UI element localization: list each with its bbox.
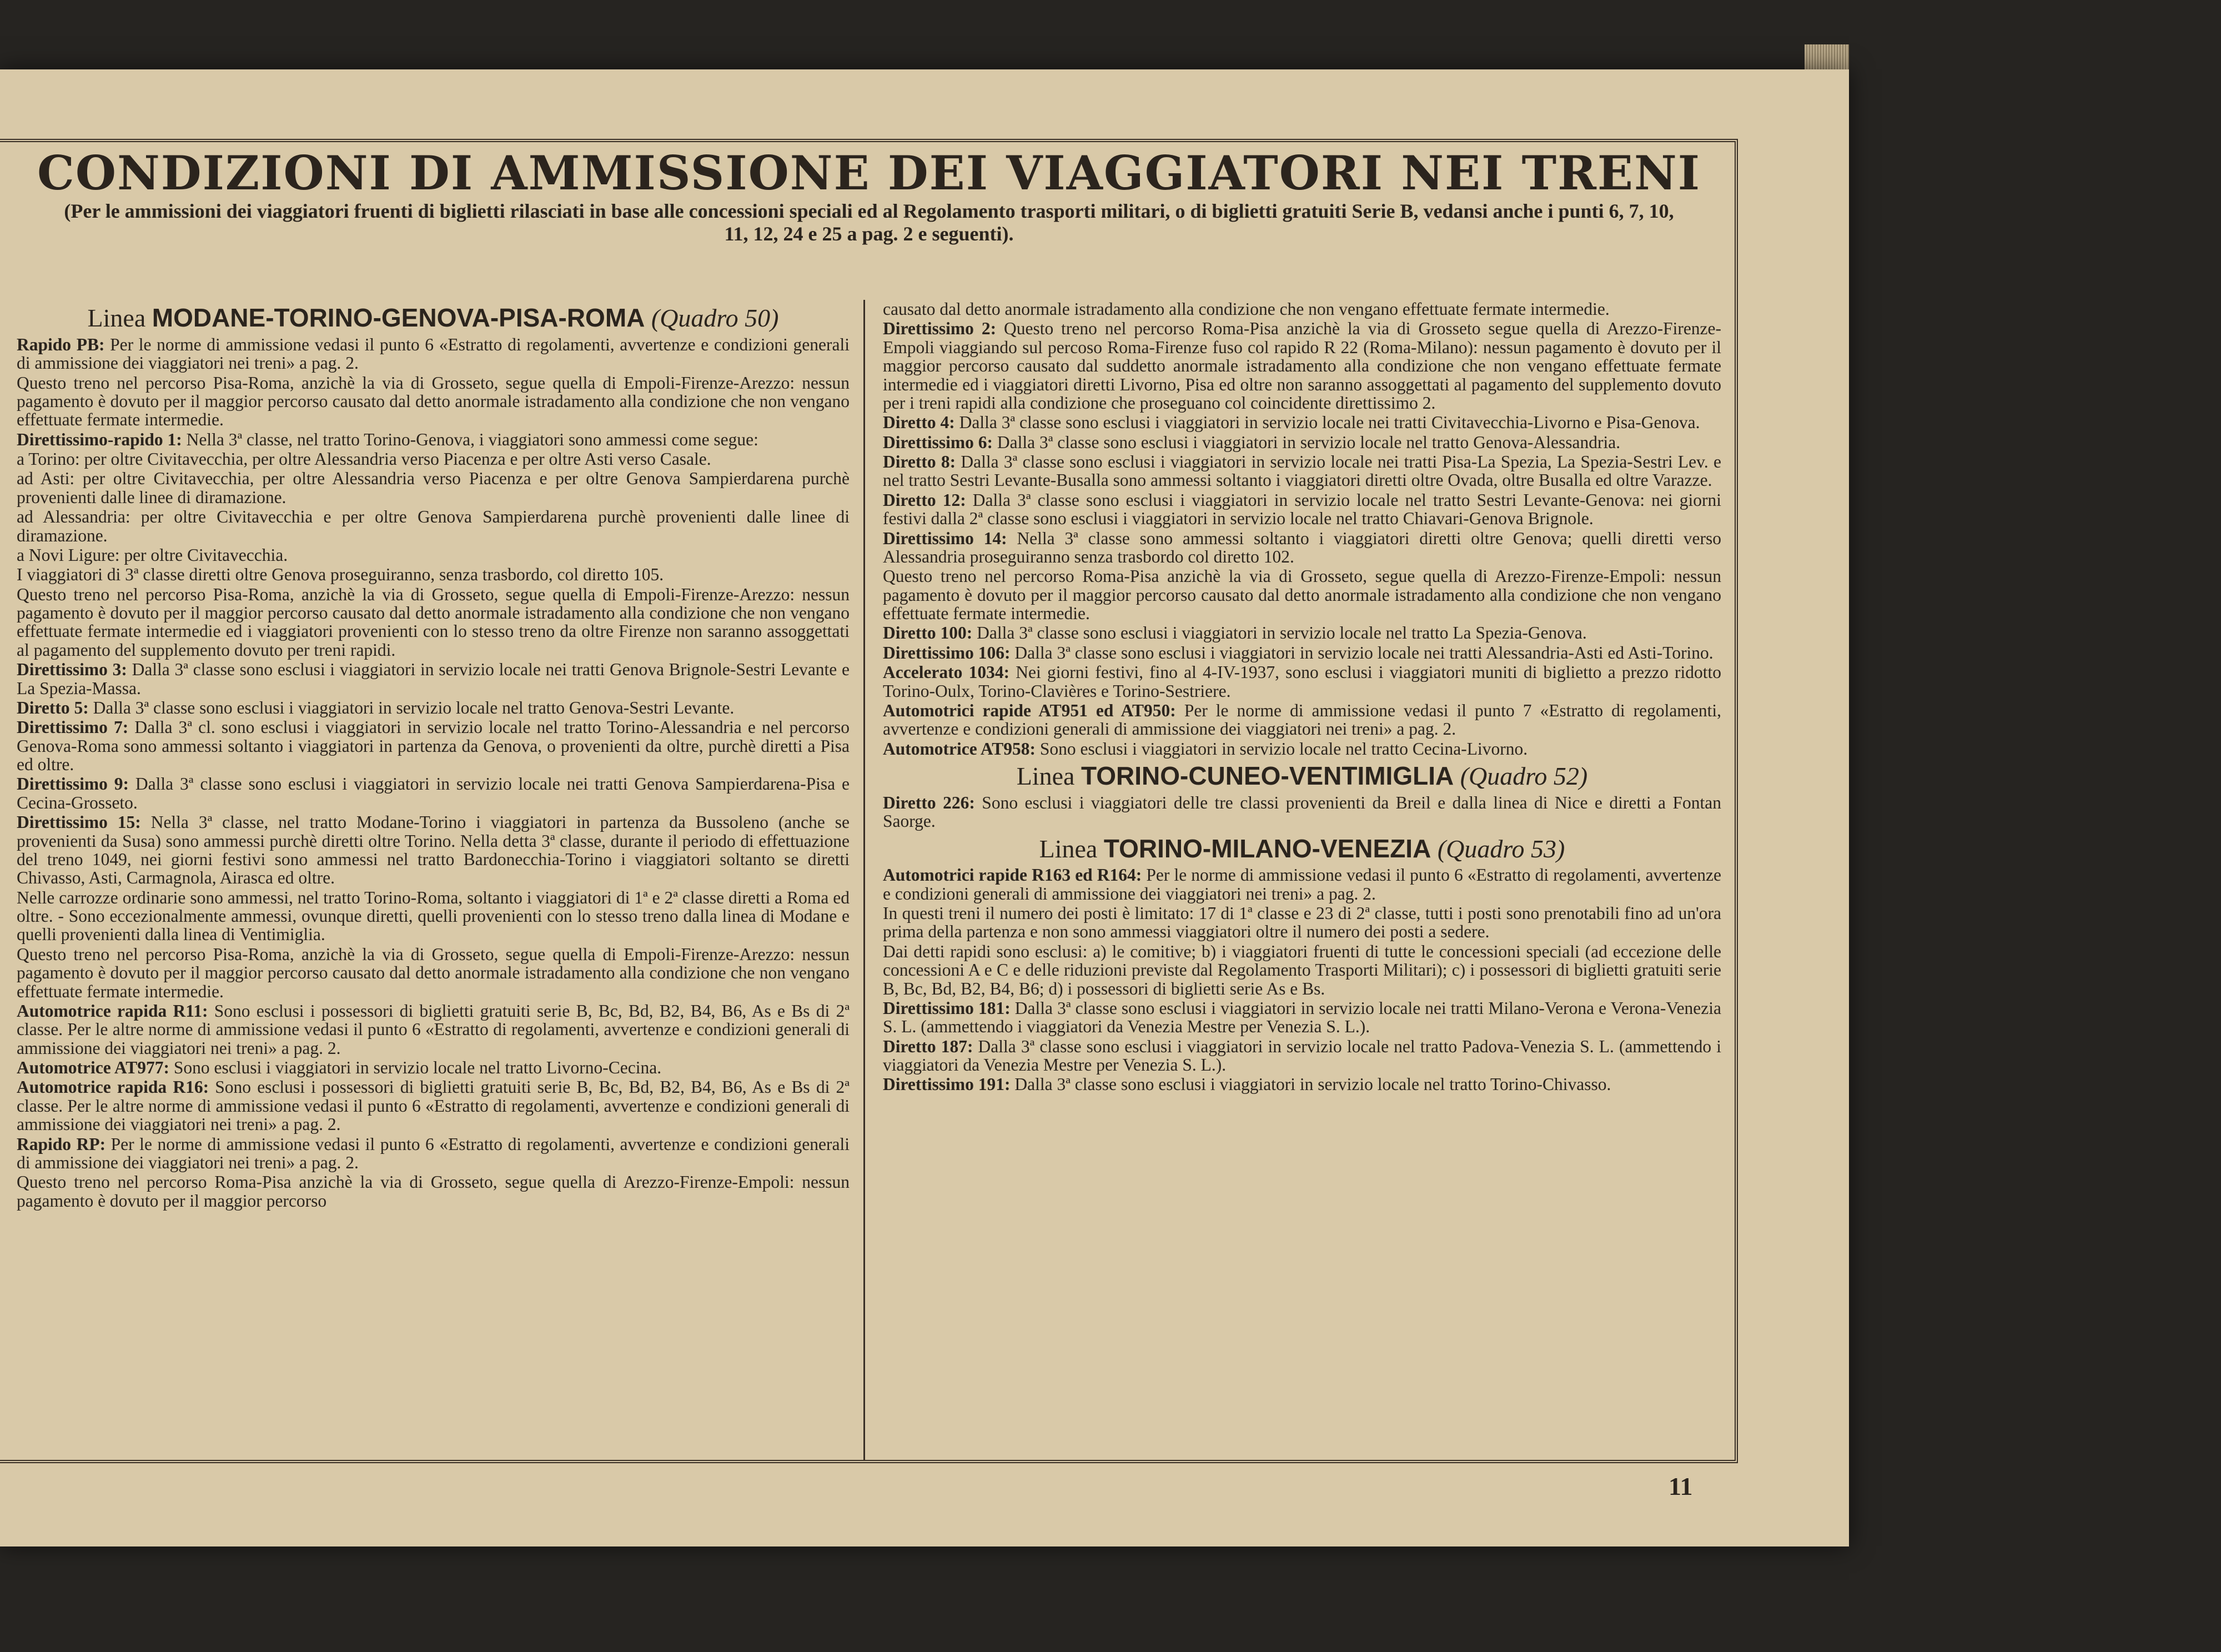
paragraph-text: Dalla 3ª classe sono esclusi i viaggiatori in servizio locale nel tratto Sestri Levante-Genova: nei giorni festivi dalla 2ª classe sono esclusi i viaggiatori in servizio locale nel tratto Chiavari-Genova Brignole. xyxy=(883,490,1721,529)
line-quadro: (Quadro 52) xyxy=(1460,762,1588,790)
paragraph xyxy=(17,1173,850,1210)
paragraph xyxy=(883,624,1721,642)
paragraph-text: Nella 3ª classe, nel tratto Torino-Genova, i viaggiatori sono ammessi come segue: xyxy=(186,429,758,449)
paragraph-text: Questo treno nel percorso Pisa-Roma, anzichè la via di Grosseto, segue quella di Empoli-Firenze-Arezzo: nessun pagamento è dovuto per il maggior percorso causato dal detto anormale istradamento alla condizione che non vengano effettuate fermate intermedie. xyxy=(17,944,850,1001)
paragraph xyxy=(883,740,1721,758)
paragraph xyxy=(883,999,1721,1036)
paragraph xyxy=(883,1075,1721,1093)
paragraph-text: Questo treno nel percorso Roma-Pisa anzichè la via di Grosseto segue quella di Arezzo-Firenze-Empoli viaggiando sul percoso Roma-Firenze fuso col rapido R 22 (Roma-Milano): nessun pagamento è dovuto per il maggior percorso causato dal suddetto anormale istradamento alla condizione che non vengano effettuate fermate intermedie ed i viaggiatori diretti Livorno, Pisa ed oltre non saranno assoggettati al pagamento del supplemento dovuto per i treni rapidi alla condizione che proseguano col coincidente direttissimo 2. xyxy=(883,319,1721,413)
line-name: MODANE-TORINO-GENOVA-PISA-ROMA xyxy=(152,303,645,332)
paragraph xyxy=(883,491,1721,528)
right-column xyxy=(883,300,1721,1449)
train-label: Diretto 8: xyxy=(883,452,961,471)
paragraph xyxy=(883,794,1721,831)
train-label: Rapido RP: xyxy=(17,1134,111,1154)
paragraph-text: Nelle carrozze ordinarie sono ammessi, nel tratto Torino-Roma, soltanto i viaggiatori di 1ª e 2ª classe diretti a Roma ed oltre. - Sono eccezionalmente ammessi, ovunque diretti, quelli provenienti con lo stesso treno dalla linea di Modane e quelli provenienti dalla linea di Ventimiglia. xyxy=(17,887,850,945)
paragraph xyxy=(17,469,850,506)
train-label: Automotrice AT977: xyxy=(17,1058,174,1077)
paragraph-text: Questo treno nel percorso Pisa-Roma, anzichè la via di Grosseto, segue quella di Empoli-Firenze-Arezzo: nessun pagamento è dovuto per il maggior percorso causato dal detto anormale istradamento alla condizione che non vengano effettuate fermate intermedie ed i viaggiatori provenienti con lo stesso treno da oltre Firenze non saranno assoggettati al pagamento del supplemento dovuto per treni rapidi. xyxy=(17,584,850,660)
paragraph xyxy=(17,1058,850,1077)
paragraph-text: Sono esclusi i viaggiatori in servizio locale nel tratto Livorno-Cecina. xyxy=(173,1058,662,1077)
paragraph xyxy=(17,450,850,468)
paragraph-text: Dalla 3ª classe sono esclusi i viaggiatori in servizio locale nei tratti Civitavecchia-Livorno e Pisa-Genova. xyxy=(959,413,1700,433)
paragraph xyxy=(17,945,850,1001)
line-prefix: Linea xyxy=(1039,834,1098,863)
paragraph-text: Dai detti rapidi sono esclusi: a) le comitive; b) i viaggiatori fruenti di tutte le concessioni speciali (ad eccezione delle concessioni A e C e delle riduzioni previste dal Regolamento Trasporti Militari); c) i possessori di biglietti gratuiti serie B, Bc, Bd, B2, B4, B6; d) i possessori di biglietti serie As e Bs. xyxy=(883,941,1721,998)
train-label: Direttissimo 2: xyxy=(883,319,1004,339)
paragraph-text: Per le norme di ammissione vedasi il punto 7 «Estratto di regolamenti, avvertenze e condizioni generali di ammissione dei viaggiatori nei treni» a pag. 2. xyxy=(883,700,1721,739)
line-quadro: (Quadro 50) xyxy=(651,304,779,332)
train-label: Direttissimo 106: xyxy=(883,642,1015,662)
paragraph xyxy=(883,319,1721,412)
left-paragraphs xyxy=(17,335,850,1210)
paragraph xyxy=(17,546,850,564)
paragraph-text: Questo treno nel percorso Roma-Pisa anzichè la via di Grosseto, segue quella di Arezzo-Firenze-Empoli: nessun pagamento è dovuto per il maggior percorso causato dal detto anormale istradamento alla condizione che non vengano effettuate fermate intermedie. xyxy=(883,566,1721,623)
paragraph-text: Sono esclusi i viaggiatori in servizio locale nel tratto Cecina-Livorno. xyxy=(1039,739,1528,759)
train-label: Diretto 226: xyxy=(883,792,982,812)
train-label: Rapido PB: xyxy=(17,334,110,354)
paragraph-text: I viaggiatori di 3ª classe diretti oltre Genova proseguiranno, senza trasbordo, col diretto 105. xyxy=(17,565,664,585)
train-label: Direttissimo 14: xyxy=(883,528,1017,548)
paragraph xyxy=(17,508,850,545)
column-divider xyxy=(863,300,865,1460)
paragraph xyxy=(17,718,850,774)
paragraph xyxy=(17,374,850,429)
train-label: Diretto 4: xyxy=(883,413,959,433)
train-label: Automotrici rapide R163 ed R164: xyxy=(883,865,1147,885)
paragraph xyxy=(883,942,1721,998)
train-label: Direttissimo 9: xyxy=(17,774,135,794)
paragraph xyxy=(17,565,850,584)
line-quadro: (Quadro 53) xyxy=(1437,834,1565,863)
paragraph xyxy=(883,567,1721,622)
left-column xyxy=(17,300,850,1449)
paragraph-text: Dalla 3ª classe sono esclusi i viaggiatori in servizio locale nel tratto Genova-Sestri Levante. xyxy=(93,697,735,717)
train-label: Accelerato 1034: xyxy=(883,662,1016,682)
page-subtitle: (Per le ammissioni dei viaggiatori fruenti di biglietti rilasciati in base alle concessioni speciali ed al Regolamento trasporti militari, o di biglietti gratuiti Serie B, vedansi anche i punti 6, 7, 10, 11, 12, 24 e 25 a pag. 2 e seguenti). xyxy=(64,200,1674,245)
paragraph-text: Dalla 3ª cl. sono esclusi i viaggiatori in servizio locale nel tratto Torino-Alessandria e nel percorso Genova-Roma sono ammessi soltanto i viaggiatori in partenza da Genova, o provenienti da oltre, purchè diretti a Pisa ed oltre. xyxy=(17,717,850,774)
right-intro: causato dal detto anormale istradamento alla condizione che non vengano effettuate fermate intermedie. xyxy=(883,300,1610,319)
paragraph xyxy=(17,585,850,660)
paragraph xyxy=(883,433,1721,451)
paragraph-text: Dalla 3ª classe sono esclusi i viaggiatori in servizio locale nel tratto Genova-Alessandria. xyxy=(997,432,1621,452)
paragraph-text: Dalla 3ª classe sono esclusi i viaggiatori in servizio locale nei tratti Milano-Verona e Verona-Venezia S. L. (ammettendo i viaggiatori da Venezia Mestre per Venezia S. L.). xyxy=(883,998,1721,1037)
paragraph-text: ad Alessandria: per oltre Civitavecchia e per oltre Genova Sampierdarena purchè provenienti dalle linee di diramazione. xyxy=(17,507,850,545)
paragraph xyxy=(883,453,1721,490)
paragraph xyxy=(17,699,850,717)
train-label: Direttissimo 7: xyxy=(17,717,135,737)
paragraph-text: Sono esclusi i viaggiatori delle tre classi provenienti da Breil e dalla linea di Nice e diretti a Fontan Saorge. xyxy=(883,792,1721,831)
paragraph xyxy=(17,1135,850,1172)
paragraph-text: Sono esclusi i possessori di biglietti gratuiti serie B, Bc, Bd, B2, B4, B6, As e Bs di 2ª classe. Per le altre norme di ammissione vedasi il punto 6 «Estratto di regolamenti, avvertenze e condizioni generali di ammissione dei viaggiatori nei treni» a pag. 2. xyxy=(17,1001,850,1058)
paragraph xyxy=(17,888,850,944)
paragraph xyxy=(883,529,1721,566)
train-label: Automotrice rapida R11: xyxy=(17,1001,214,1021)
train-label: Automotrici rapide AT951 ed AT950: xyxy=(883,700,1184,720)
paragraph-text: ad Asti: per oltre Civitavecchia, per oltre Alessandria verso Piacenza e per oltre Genova Sampierdarena purchè provenienti dalle linee di diramazione. xyxy=(17,469,850,507)
paragraph-text: a Torino: per oltre Civitavecchia, per oltre Alessandria verso Piacenza e per oltre Asti verso Casale. xyxy=(17,449,711,469)
paragraph xyxy=(17,430,850,449)
paragraph-text: Questo treno nel percorso Roma-Pisa anzichè la via di Grosseto, segue quella di Arezzo-Firenze-Empoli: nessun pagamento è dovuto per il maggior percorso xyxy=(17,1172,850,1211)
paragraph xyxy=(17,813,850,887)
paragraph xyxy=(883,866,1721,903)
paragraph xyxy=(883,1037,1721,1074)
paragraph-text: a Novi Ligure: per oltre Civitavecchia. xyxy=(17,545,288,565)
train-label: Direttissimo 15: xyxy=(17,812,151,832)
paragraph-text: Dalla 3ª classe sono esclusi i viaggiatori in servizio locale nei tratti Pisa-La Spezia, La Spezia-Sestri Lev. e nel tratto Sestri Levante-Busalla sono ammessi soltanto i viaggiatori diretti oltre Ovada, oltre Busalla ed oltre Varazze. xyxy=(883,452,1721,490)
paragraph-text: Dalla 3ª classe sono esclusi i viaggiatori in servizio locale nel tratto Padova-Venezia S. L. (ammettendo i viaggiatori da Venezia Mestre per Venezia S. L.). xyxy=(883,1036,1721,1074)
train-label: Direttissimo 3: xyxy=(17,660,132,680)
paragraph-text: Dalla 3ª classe sono esclusi i viaggiatori in servizio locale nel tratto La Spezia-Genova. xyxy=(977,623,1587,643)
train-label: Direttissimo 191: xyxy=(883,1074,1015,1094)
line-heading xyxy=(883,762,1721,790)
paragraph xyxy=(883,904,1721,941)
train-label: Diretto 5: xyxy=(17,697,93,717)
paragraph xyxy=(17,1002,850,1057)
line-name: TORINO-CUNEO-VENTIMIGLIA xyxy=(1081,761,1454,790)
paragraph-text: In questi treni il numero dei posti è limitato: 17 di 1ª classe e 23 di 2ª classe, tutti i posti sono prenotabili fino ad un'ora prima della partenza e non sono ammessi viaggiatori oltre il numero dei posti a sedere. xyxy=(883,903,1721,942)
train-label: Automotrice AT958: xyxy=(883,739,1040,759)
paragraph-text: Nella 3ª classe sono ammessi soltanto i viaggiatori diretti oltre Genova; quelli diretti verso Alessandria proseguiranno senza trasbordo col diretto 102. xyxy=(883,528,1721,566)
paragraph xyxy=(883,413,1721,431)
right-paragraphs-2 xyxy=(883,794,1721,831)
paragraph-text: Dalla 3ª classe sono esclusi i viaggiatori in servizio locale nei tratti Genova Sampierdarena-Pisa e Cecina-Grosseto. xyxy=(17,774,850,812)
paragraph xyxy=(17,660,850,697)
paragraph-text: Dalla 3ª classe sono esclusi i viaggiatori in servizio locale nei tratti Alessandria-Asti ed Asti-Torino. xyxy=(1014,642,1714,662)
line-prefix: Linea xyxy=(1016,762,1075,790)
page-title: CONDIZIONI DI AMMISSIONE DEI VIAGGIATORI NEI TRENI xyxy=(37,145,1701,200)
paragraph xyxy=(883,663,1721,700)
train-label: Diretto 12: xyxy=(883,490,973,510)
train-label: Direttissimo 181: xyxy=(883,998,1015,1018)
train-label: Diretto 100: xyxy=(883,623,977,643)
line-name: TORINO-MILANO-VENEZIA xyxy=(1103,833,1431,863)
train-label: Direttissimo 6: xyxy=(883,432,997,452)
train-label: Automotrice rapida R16: xyxy=(17,1077,215,1097)
paragraph-text: Per le norme di ammissione vedasi il punto 6 «Estratto di regolamenti, avvertenze e condizioni generali di ammissione dei viaggiatori nei treni» a pag. 2. xyxy=(883,865,1721,903)
train-label: Direttissimo-rapido 1: xyxy=(17,429,187,449)
paragraph xyxy=(883,701,1721,739)
paragraph-text: Nella 3ª classe, nel tratto Modane-Torino i viaggiatori in partenza da Bussoleno (anche se provenienti da Susa) sono ammessi purchè diretti oltre Torino. Nella detta 3ª classe, durante il periodo di effettuazione del treno 1049, nei giorni festivi sono ammessi nel tratto Bardonecchia-Torino i viaggiatori soltanto se diretti Chivasso, Asti, Carmagnola, Airasca ed oltre. xyxy=(17,812,850,888)
paragraph-text: Per le norme di ammissione vedasi il punto 6 «Estratto di regolamenti, avvertenze e condizioni generali di ammissione dei viaggiatori nei treni» a pag. 2. xyxy=(17,334,850,373)
paragraph-text: Per le norme di ammissione vedasi il punto 6 «Estratto di regolamenti, avvertenze e condizioni generali di ammissione dei viaggiatori nei treni» a pag. 2. xyxy=(17,1134,850,1172)
right-paragraphs-3 xyxy=(883,866,1721,1094)
paragraph xyxy=(17,775,850,812)
paragraph-text: Questo treno nel percorso Pisa-Roma, anzichè la via di Grosseto, segue quella di Empoli-Firenze-Arezzo: nessun pagamento è dovuto per il maggior percorso causato dal detto anormale istradamento alla condizione che non vengano effettuate fermate intermedie. xyxy=(17,373,850,430)
paragraph-text: Dalla 3ª classe sono esclusi i viaggiatori in servizio locale nel tratto Torino-Chivasso. xyxy=(1014,1074,1611,1094)
paragraph xyxy=(17,335,850,373)
paragraph-text: Nei giorni festivi, fino al 4-IV-1937, sono esclusi i viaggiatori muniti di biglietto a prezzo ridotto Torino-Oulx, Torino-Clavières e Torino-Sestriere. xyxy=(883,662,1721,701)
line-prefix: Linea xyxy=(87,304,146,332)
paragraph xyxy=(883,644,1721,662)
page-number: 11 xyxy=(1669,1472,1693,1500)
train-label: Diretto 187: xyxy=(883,1036,978,1056)
paragraph-text: Sono esclusi i possessori di biglietti gratuiti serie B, Bc, Bd, B2, B4, B6, As e Bs di 2ª classe. Per le altre norme di ammissione vedasi il punto 6 «Estratto di regolamenti, avvertenze e condizioni generali di ammissione dei viaggiatori nei treni» a pag. 2. xyxy=(17,1077,850,1134)
line-heading xyxy=(17,304,850,332)
paragraph-text: Dalla 3ª classe sono esclusi i viaggiatori in servizio locale nei tratti Genova Brignole-Sestri Levante e La Spezia-Massa. xyxy=(17,660,850,698)
paragraph xyxy=(17,1078,850,1133)
line-heading xyxy=(883,835,1721,863)
right-paragraphs xyxy=(883,319,1721,758)
